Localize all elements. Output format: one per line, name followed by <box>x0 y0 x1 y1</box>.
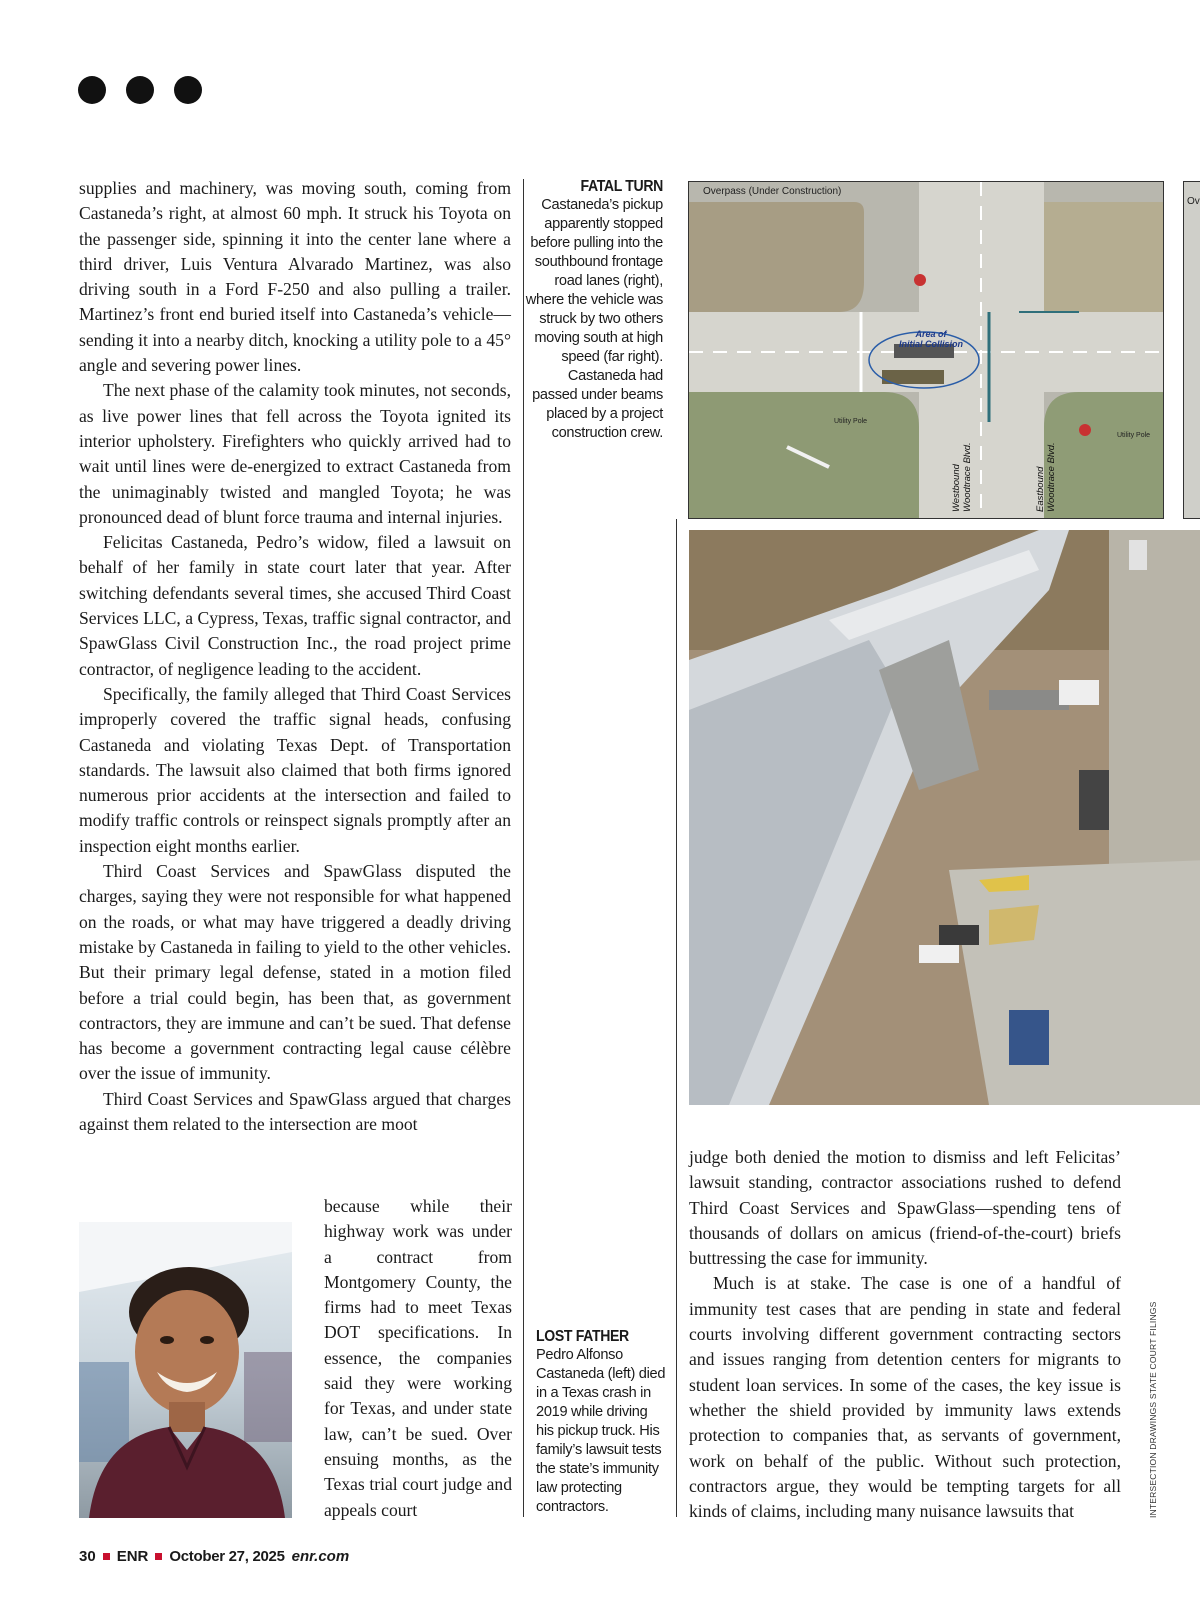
article-column-left <box>79 176 511 1137</box>
westbound-label <box>951 442 973 512</box>
paragraph: The next phase of the calamity took minutes, not seconds, as live power lines that fell across the Toyota ignited its interior upholstery. Firefighters who quickly arrived had to wait until lines were de-energized to extract Castaneda from the unimaginably twisted and mangled Toyota; he was pronounced dead of blunt force trauma and internal injuries. <box>79 380 511 527</box>
portrait-photo <box>79 1222 292 1518</box>
collision-label <box>899 329 963 349</box>
page-number: 30 <box>79 1548 96 1565</box>
page-footer <box>79 1548 349 1565</box>
paragraph-continued: because while their highway work was under a contract from Montgomery County, the firms had to meet Texas DOT specifications. In essence, the companies said they were working for Texas, and under state law, can’t be sued. Over ensuing months, as the Texas trial court judge and appeals court <box>324 1196 512 1520</box>
intersection-diagram-continued <box>1183 181 1200 519</box>
site-link[interactable]: enr.com <box>291 1548 350 1565</box>
street-label-line: Westbound <box>951 464 962 512</box>
paragraph: Felicitas Castaneda, Pedro’s widow, filed a lawsuit on behalf of her family in state court later that year. After switching defendants several times, she accused Third Coast Services LLC, a Cypress, Texas, traffic signal contractor, and SpawGlass Civil Construction Inc., the road project prime contractor, of negligence leading to the accident. <box>79 532 511 679</box>
caption-lost-father <box>536 1328 666 1517</box>
dot-icon <box>174 76 202 104</box>
street-label-line: Woodtrace Blvd. <box>1046 442 1057 512</box>
eastbound-label <box>1035 442 1057 512</box>
collision-label-line: Area of <box>915 329 947 339</box>
street-label-line: Eastbound <box>1035 466 1046 512</box>
aerial-construction-photo <box>689 530 1200 1105</box>
paragraph: Much is at stake. The case is one of a handful of immunity test cases that are pending in state and federal courts involving different government contracting sectors and issues ranging from detention centers for migrants to student loan services. In some of the cases, the key issue is whether the shield provided by immunity laws extends protection to companies that, as servants of government, work on behalf of the public. Without such protection, contractors argue, they would be tempting targets for all kinds of claims, including many nuisance lawsuits that <box>689 1273 1121 1522</box>
issue-date: October 27, 2025 <box>169 1548 285 1565</box>
column-rule <box>523 179 524 1517</box>
article-column-left-wrap <box>324 1194 512 1523</box>
utility-pole-label: Utility Pole <box>834 418 868 425</box>
column-rule <box>676 519 677 1517</box>
overpass-label: Overpass (Under Construction) <box>703 186 842 197</box>
paragraph: Specifically, the family alleged that Third Coast Services improperly covered the traffic signal heads, confusing Castaneda and violating Texas Dept. of Transportation standards. The lawsuit also claimed that both firms ignored numerous prior accidents at the intersection and failed to modify traffic controls or reinspect signals promptly after an inspection eight months earlier. <box>79 683 511 856</box>
paragraph: judge both denied the motion to dismiss and left Felicitas’ lawsuit standing, contractor associations rushed to defend Third Coast Services and SpawGlass—spending tens of thousands of dollars on amicus (friend-of-the-court) briefs buttressing the case for immunity. <box>689 1147 1121 1269</box>
collision-label-line: Initial Collision <box>899 339 964 349</box>
caption-heading: LOST FATHER <box>536 1328 629 1345</box>
caption-body: Pedro Alfonso Castaneda (left) died in a Texas crash in 2019 while driving his pickup truck. His family’s lawsuit tests the state’s immunity law protecting contractors. <box>536 1347 666 1515</box>
intersection-diagram <box>688 181 1164 519</box>
square-icon <box>103 1553 110 1560</box>
section-dots <box>78 76 202 104</box>
paragraph: Third Coast Services and SpawGlass disputed the charges, saying they were not responsible for what happened on the roads, or what may have triggered a deadly driving mistake by Castaneda in failing to yield to the other vehicles. But their primary legal defense, stated in a motion filed before a trial could begin, has been that, as government contractors, they are immune and can’t be sued. That defense has become a government contracting legal cause célèbre over the issue of immunity. <box>79 861 511 1084</box>
article-column-right <box>689 1145 1121 1524</box>
photo-credit: INTERSECTION DRAWINGS STATE COURT FILINGS <box>1148 1301 1158 1518</box>
caption-body: Castaneda’s pickup apparently stopped before pulling into the southbound frontage road lanes (right), where the vehicle was struck by two others moving south at high speed (far right). Castaneda had passed under beams placed by a project construction crew. <box>525 197 663 441</box>
caption-fatal-turn <box>525 178 663 443</box>
dot-icon <box>78 76 106 104</box>
dot-icon <box>126 76 154 104</box>
caption-heading: FATAL TURN <box>580 178 663 195</box>
paragraph: Third Coast Services and SpawGlass argued that charges against them related to the intersection are moot <box>79 1088 511 1134</box>
magazine-name: ENR <box>116 1548 149 1565</box>
paragraph: supplies and machinery, was moving south, coming from Castaneda’s right, at almost 60 mph. It struck his Toyota on the passenger side, spinning it into the center lane where a third driver, Luis Ventura Alvarado Martinez, was also driving south in a Ford F-250 and also pulling a trailer. Martinez’s front end buried itself into Castaneda’s vehicle—sending it into a nearby ditch, knocking a utility pole to a 45° angle and severing power lines. <box>79 178 511 376</box>
utility-pole-label: Utility Pole <box>1117 432 1151 439</box>
square-icon <box>155 1553 162 1560</box>
overpass-label: Ov <box>1187 196 1200 207</box>
street-label-line: Woodtrace Blvd. <box>962 442 973 512</box>
